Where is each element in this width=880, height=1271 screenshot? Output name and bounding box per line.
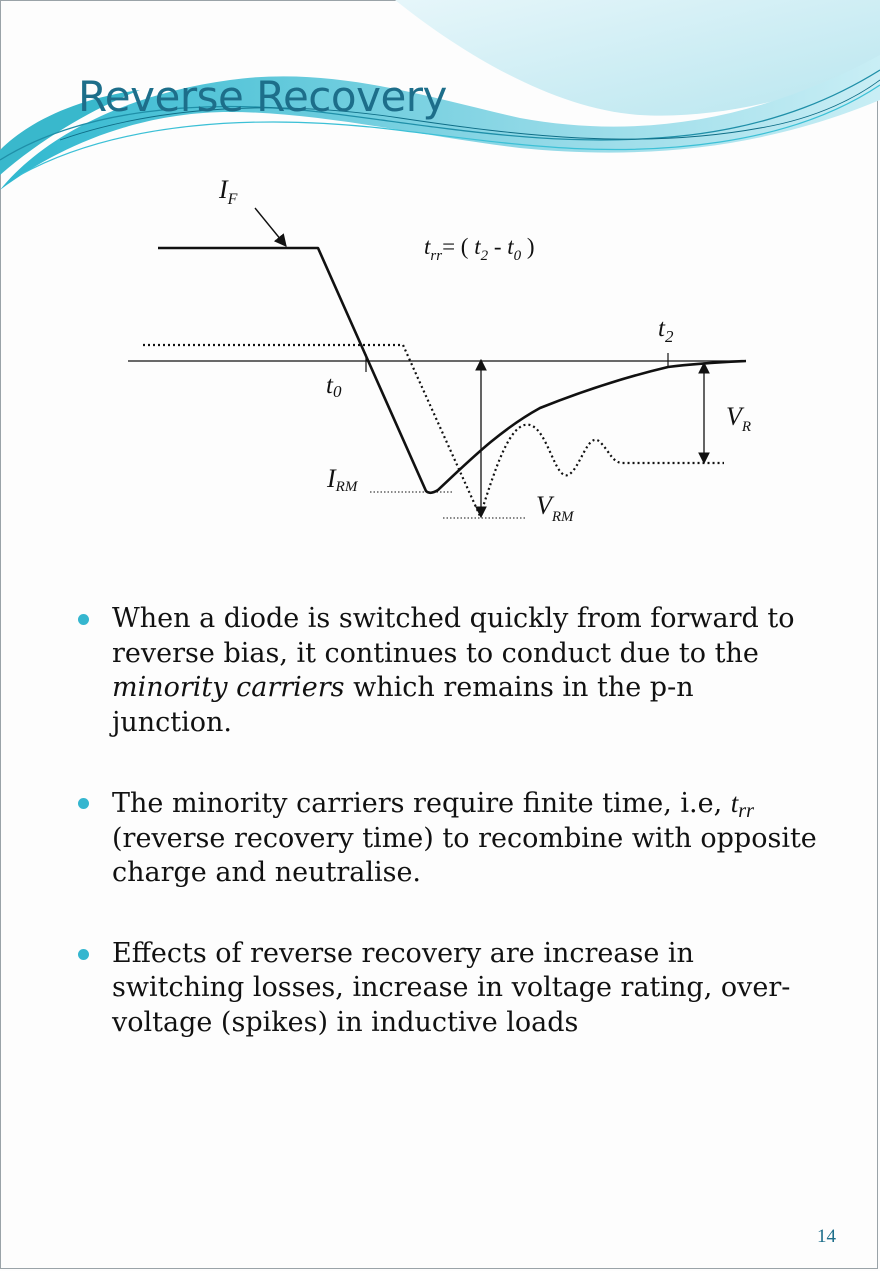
reverse-recovery-diagram <box>0 160 880 540</box>
vrm-label: $V_{RM}$ <box>536 491 574 525</box>
t2-label: $t_2$ <box>658 315 674 346</box>
bullet-item-3 <box>78 937 818 1041</box>
trr-formula-label: $t_{rr}=$ ( $t_2 - t_0$ ) <box>424 234 535 264</box>
page-number: 14 <box>817 1226 836 1247</box>
vr-label: $V_R$ <box>726 402 752 435</box>
voltage-waveform <box>143 345 724 516</box>
if-label: $I_F$ <box>219 175 238 208</box>
trr-symbol: $t_{rr}$ <box>730 788 755 823</box>
bullet-2-text-before: The minority carriers require finite time, i.e, <box>112 788 731 819</box>
bullet-2-text-after: (reverse recovery time) to recombine with opposite charge and neutralise. <box>112 822 817 888</box>
bullet-dot-icon <box>78 798 89 809</box>
irm-label: IRM <box>327 464 358 495</box>
bullet-3-text: Effects of reverse recovery are increase in switching losses, increase in voltage rating, over-voltage (spikes) in inductive loads <box>112 937 791 1038</box>
bullet-1-emphasis: minority carriers <box>112 672 345 703</box>
bullet-list <box>78 602 818 1086</box>
bullet-dot-icon <box>78 614 89 625</box>
bullet-dot-icon <box>78 949 89 960</box>
if-pointer-arrow <box>255 208 286 246</box>
bullet-item-1 <box>78 602 818 740</box>
bullet-1-text-after: which remains in the p-n junction. <box>112 672 694 738</box>
bullet-1-text-before: When a diode is switched quickly from forward to reverse bias, it continues to conduct due to the <box>112 603 795 669</box>
slide-title: Reverse Recovery <box>78 72 447 121</box>
bullet-item-2 <box>78 786 818 891</box>
t0-label: t0 <box>326 372 342 401</box>
